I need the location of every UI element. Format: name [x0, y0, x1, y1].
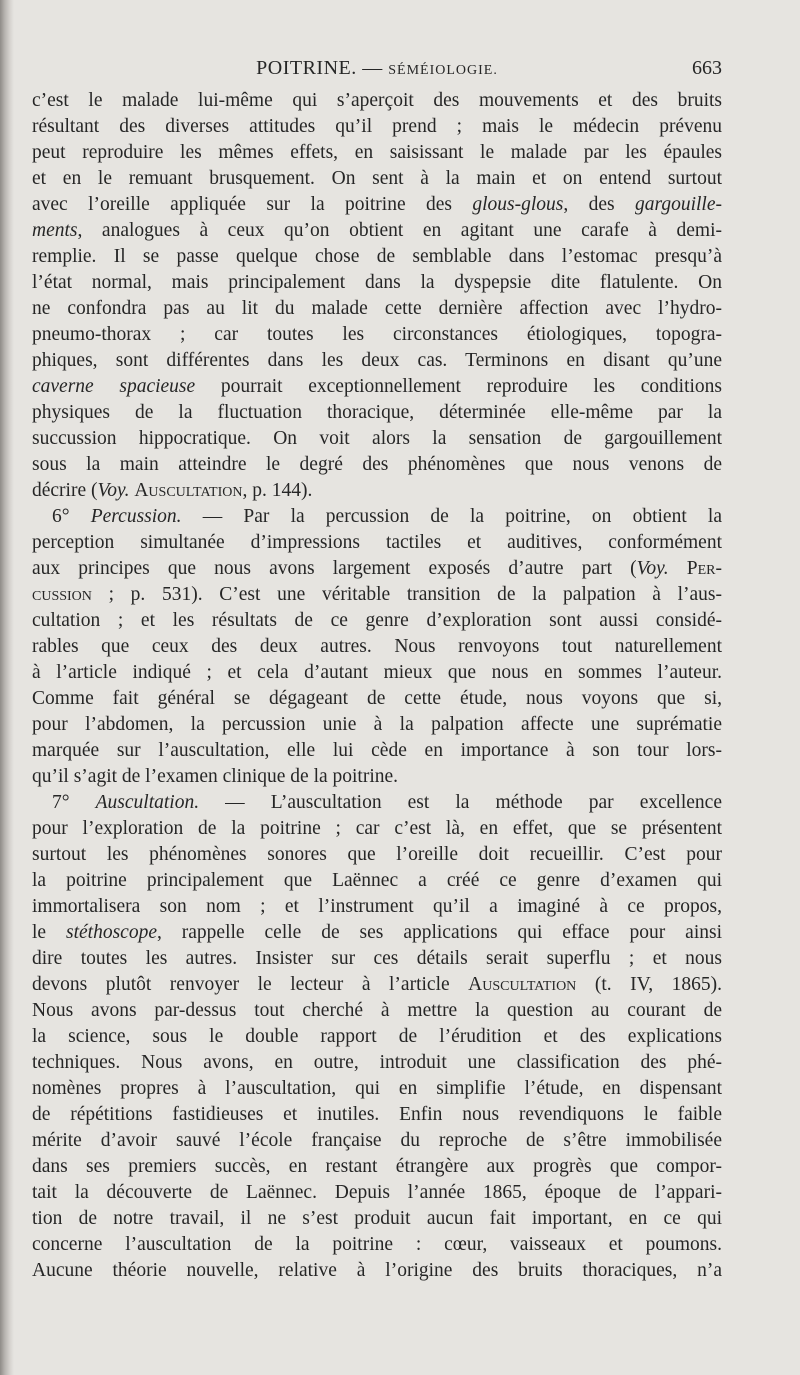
text-line — [32, 478, 722, 504]
text-line — [32, 270, 722, 296]
text-segment: à l’article indiqué ; et cela d’autant mieux que nous en sommes l’auteur. — [32, 662, 722, 683]
text-line — [32, 296, 722, 322]
text-segment: concerne l’auscultation de la poitrine : cœur, vaisseaux et poumons. — [32, 1234, 722, 1255]
text-segment: devons plutôt renvoyer le lecteur à l’article — [32, 974, 469, 995]
text-line — [32, 1206, 722, 1232]
text-segment: l’état normal, mais principalement dans la dyspepsie dite flatulente. On — [32, 272, 722, 293]
text-segment: rables que ceux des deux autres. Nous renvoyons tout naturellement — [32, 636, 722, 657]
text-segment: mérite d’avoir sauvé l’école française du reproche de s’être immobilisée — [32, 1130, 722, 1151]
text-segment: — L’auscultation est la méthode par excellence — [199, 792, 722, 813]
running-title — [32, 57, 722, 80]
text-segment: , rappelle celle de ses applications qui efface pour ainsi — [156, 922, 722, 943]
text-line — [32, 868, 722, 894]
text-segment: — Par la percussion de la poitrine, on obtient la — [181, 506, 722, 527]
text-segment: ne confondra pas au lit du malade cette dernière affection avec l’hydro- — [32, 298, 722, 319]
text-segment: ; p. 531). C’est une véritable transition de la palpation à l’aus- — [91, 584, 722, 605]
text-line — [32, 764, 722, 790]
text-line — [32, 556, 722, 582]
text-segment: techniques. Nous avons, en outre, introduit une classification des phé- — [32, 1052, 722, 1073]
text-segment: le — [32, 922, 66, 943]
page-number: 663 — [692, 57, 722, 79]
text-segment: succussion hippocratique. On voit alors la sensation de gargouillement — [32, 428, 722, 449]
text-line — [32, 1102, 722, 1128]
text-line — [32, 192, 722, 218]
text-line — [32, 1154, 722, 1180]
text-line — [32, 712, 722, 738]
text-line — [32, 920, 722, 946]
text-segment: et en le remuant brusquement. On sent à la main et on entend surtout — [32, 168, 722, 189]
text-segment: 6° — [52, 506, 91, 527]
text-segment: la poitrine principalement que Laënnec a créé ce genre d’examen qui — [32, 870, 722, 891]
small-caps-reference: Auscultation — [134, 480, 243, 501]
text-line — [32, 582, 722, 608]
text-segment: tion de notre travail, il ne s’est produit aucun fait important, en ce qui — [32, 1208, 722, 1229]
running-title-section: SÉMÉIOLOGIE. — [388, 63, 498, 78]
text-segment: pneumo-thorax ; car toutes les circonstances étiologiques, topogra- — [32, 324, 722, 345]
text-segment: dans ses premiers succès, en restant étrangère aux progrès que compor- — [32, 1156, 722, 1177]
text-line — [32, 1258, 722, 1284]
text-line — [32, 218, 722, 244]
text-segment: perception simultanée d’impressions tactiles et auditives, conformément — [32, 532, 722, 553]
text-line — [32, 140, 722, 166]
italic-term: Voy. — [97, 480, 130, 501]
small-caps-reference: cussion — [32, 584, 92, 605]
text-segment: c’est le malade lui-même qui s’aperçoit des mouvements et des bruits — [32, 90, 722, 111]
text-line — [32, 504, 722, 530]
text-segment: cultation ; et les résultats de ce genre d’exploration sont aussi considé- — [32, 610, 722, 631]
running-header — [32, 57, 722, 83]
text-line — [32, 400, 722, 426]
text-line — [32, 426, 722, 452]
text-segment: la science, sous le double rapport de l’érudition et des explications — [32, 1026, 722, 1047]
italic-term: Percussion. — [90, 506, 182, 527]
text-line — [32, 972, 722, 998]
text-segment: décrire ( — [32, 480, 98, 501]
italic-term: ments — [32, 220, 78, 241]
italic-term: stéthoscope — [66, 922, 157, 943]
text-line — [32, 790, 722, 816]
text-segment: sous la main atteindre le degré des phénomènes que nous venons de — [32, 454, 722, 475]
text-segment: marquée sur l’auscultation, elle lui cède en importance à son tour lors- — [32, 740, 722, 761]
italic-term: Voy. — [636, 558, 669, 579]
text-line — [32, 1050, 722, 1076]
text-line — [32, 114, 722, 140]
text-segment: de répétitions fastidieuses et inutiles. Enfin nous revendiquons le faible — [32, 1104, 722, 1125]
text-segment: , des — [563, 194, 635, 215]
text-segment: peut reproduire les mêmes effets, en saisissant le malade par les épaules — [32, 142, 722, 163]
text-segment: avec l’oreille appliquée sur la poitrine des — [32, 194, 473, 215]
text-segment: (t. IV, 1865). — [576, 974, 722, 995]
text-line — [32, 348, 722, 374]
text-segment — [669, 558, 687, 579]
text-line — [32, 1024, 722, 1050]
text-segment: Nous avons par-dessus tout cherché à mettre la question au courant de — [32, 1000, 722, 1021]
text-line — [32, 894, 722, 920]
body-text — [32, 88, 722, 1284]
small-caps-reference: Per- — [686, 558, 723, 579]
text-segment: , analogues à ceux qu’on obtient en agitant une carafe à demi- — [77, 220, 722, 241]
text-segment: 7° — [52, 792, 96, 813]
text-segment: surtout les phénomènes sonores que l’oreille doit recueillir. C’est pour — [32, 844, 722, 865]
text-segment: qu’il s’agit de l’examen clinique de la poitrine. — [32, 766, 399, 787]
text-line — [32, 998, 722, 1024]
text-line — [32, 1180, 722, 1206]
text-line — [32, 1128, 722, 1154]
text-line — [32, 322, 722, 348]
text-line — [32, 634, 722, 660]
text-segment: pourrait exceptionnellement reproduire les conditions — [195, 376, 722, 397]
text-segment: , p. 144). — [242, 480, 313, 501]
text-segment: aux principes que nous avons largement exposés d’autre part ( — [32, 558, 637, 579]
text-line — [32, 816, 722, 842]
text-line — [32, 374, 722, 400]
italic-term: glous-glous — [472, 194, 564, 215]
text-segment: physiques de la fluctuation thoracique, déterminée elle-même par la — [32, 402, 722, 423]
italic-term: Auscultation. — [95, 792, 200, 813]
text-segment: phiques, sont différentes dans les deux cas. Terminons en disant qu’une — [32, 350, 722, 371]
text-segment: nomènes propres à l’auscultation, qui en simplifie l’étude, en dispensant — [32, 1078, 722, 1099]
italic-term: caverne spacieuse — [32, 376, 196, 397]
scan-edge-shadow — [0, 0, 14, 1375]
text-line — [32, 166, 722, 192]
text-segment: remplie. Il se passe quelque chose de semblable dans l’estomac presqu’à — [32, 246, 722, 267]
text-segment: pour l’abdomen, la percussion unie à la palpation affecte une suprématie — [32, 714, 722, 735]
text-line — [32, 88, 722, 114]
text-line — [32, 1232, 722, 1258]
running-title-main: POITRINE. — — [256, 57, 389, 79]
text-line — [32, 452, 722, 478]
text-line — [32, 1076, 722, 1102]
text-line — [32, 842, 722, 868]
text-line — [32, 608, 722, 634]
italic-term: gargouille- — [634, 194, 722, 215]
small-caps-reference: Auscultation — [468, 974, 577, 995]
text-line — [32, 244, 722, 270]
text-segment: pour l’exploration de la poitrine ; car c’est là, en effet, que se présentent — [32, 818, 722, 839]
text-segment: Comme fait général se dégageant de cette étude, nous voyons que si, — [32, 688, 722, 709]
text-line — [32, 530, 722, 556]
text-segment: tait la découverte de Laënnec. Depuis l’année 1865, époque de l’appari- — [32, 1182, 722, 1203]
text-line — [32, 946, 722, 972]
text-segment: Aucune théorie nouvelle, relative à l’origine des bruits thoraciques, n’a — [32, 1260, 722, 1281]
text-line — [32, 660, 722, 686]
text-line — [32, 686, 722, 712]
text-segment: résultant des diverses attitudes qu’il prend ; mais le médecin prévenu — [32, 116, 722, 137]
text-line — [32, 738, 722, 764]
text-segment: immortalisera son nom ; et l’instrument qu’il a imaginé à ce propos, — [32, 896, 722, 917]
text-segment: dire toutes les autres. Insister sur ces détails serait superflu ; et nous — [32, 948, 722, 969]
